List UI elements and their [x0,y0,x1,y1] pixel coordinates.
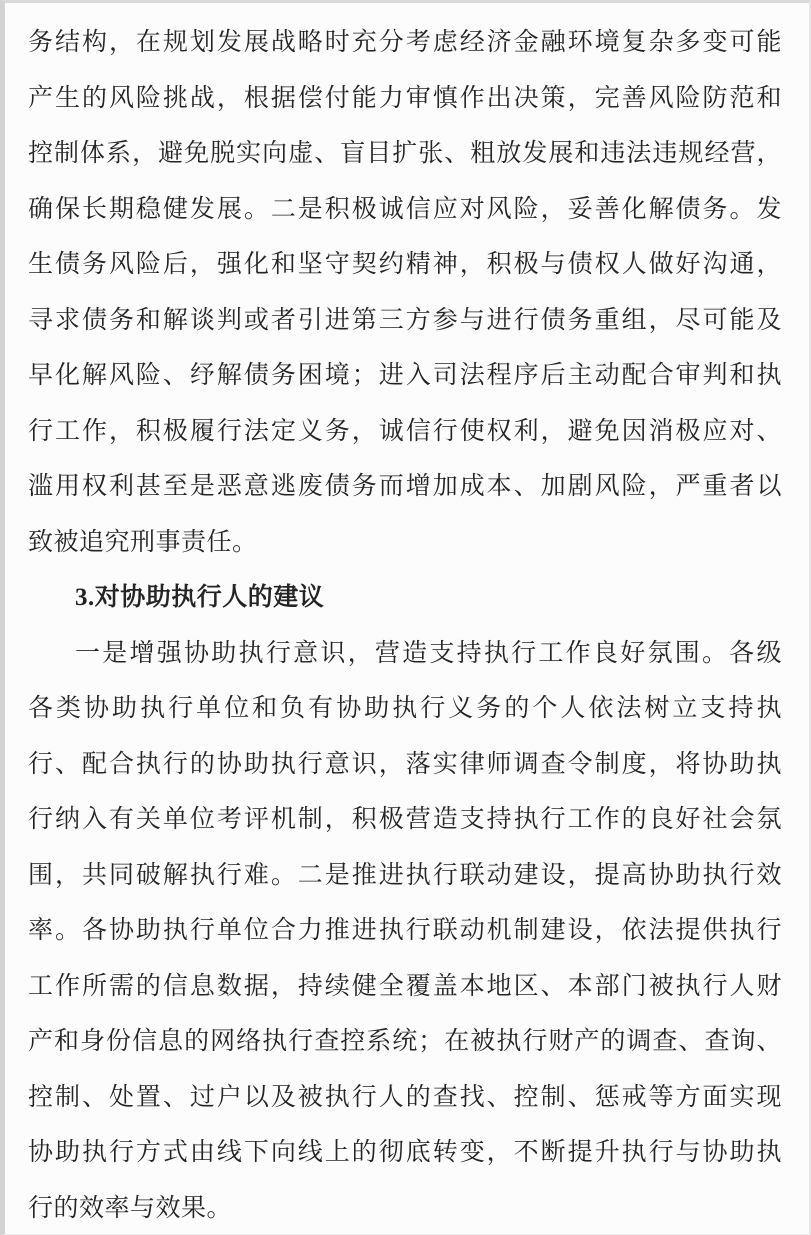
paragraph2-line: 协助执行方式由线下向线上的彻底转变，不断提升执行与协助执 [28,1139,782,1166]
paragraph1-line: 确保长期稳健发展。二是积极诚信应对风险，妥善化解债务。发 [28,195,782,223]
section-heading: 3.对协助执行人的建议 [75,584,325,611]
paragraph2-line: 控制、处置、过户以及被执行人的查找、控制、惩戒等方面实现 [28,1083,782,1111]
paragraph2-line: 率。各协助执行单位合力推进执行联动机制建设，依法提供执行 [28,917,782,944]
paragraph2-line: 围，共同破解执行难。二是推进执行联动建设，提高协助执行效 [28,861,782,889]
paragraph2-line: 行纳入有关单位考评机制，积极营造支持执行工作的良好社会氛 [28,806,782,833]
paragraph2-line: 产和身份信息的网络执行查控系统；在被执行财产的调查、查询、 [28,1028,782,1055]
paragraph2-line: 一是增强协助执行意识，营造支持执行工作良好氛围。各级 [75,639,782,667]
paragraph1-line: 生债务风险后，强化和坚守契约精神，积极与债权人做好沟通， [28,251,782,278]
paragraph2-line: 工作所需的信息数据，持续健全覆盖本地区、本部门被执行人财 [28,972,782,1000]
paragraph2-line: 行的效率与效果。 [28,1194,233,1222]
paragraph2-line: 各类协助执行单位和负有协助执行义务的个人依法树立支持执 [28,695,782,722]
paragraph1-line: 致被追究刑事责任。 [28,528,258,556]
paragraph1-line: 滥用权利甚至是恶意逃废债务而增加成本、加剧风险，严重者以 [28,473,782,500]
paragraph1-line: 务结构，在规划发展战略时充分考虑经济金融环境复杂多变可能 [28,29,782,56]
paragraph1-line: 产生的风险挑战，根据偿付能力审慎作出决策，完善风险防范和 [28,84,782,112]
paragraph1-line: 控制体系，避免脱实向虚、盲目扩张、粗放发展和违法违规经营， [28,140,782,167]
paragraph2-line: 行、配合执行的协助执行意识，落实律师调查令制度，将协助执 [28,750,782,778]
paragraph1-line: 寻求债务和解谈判或者引进第三方参与进行债务重组，尽可能及 [28,306,782,334]
paragraph1-line: 行工作，积极履行法定义务，诚信行使权利，避免因消极应对、 [28,417,782,445]
paragraph1-line: 早化解风险、纾解债务困境；进入司法程序后主动配合审判和执 [28,362,782,389]
